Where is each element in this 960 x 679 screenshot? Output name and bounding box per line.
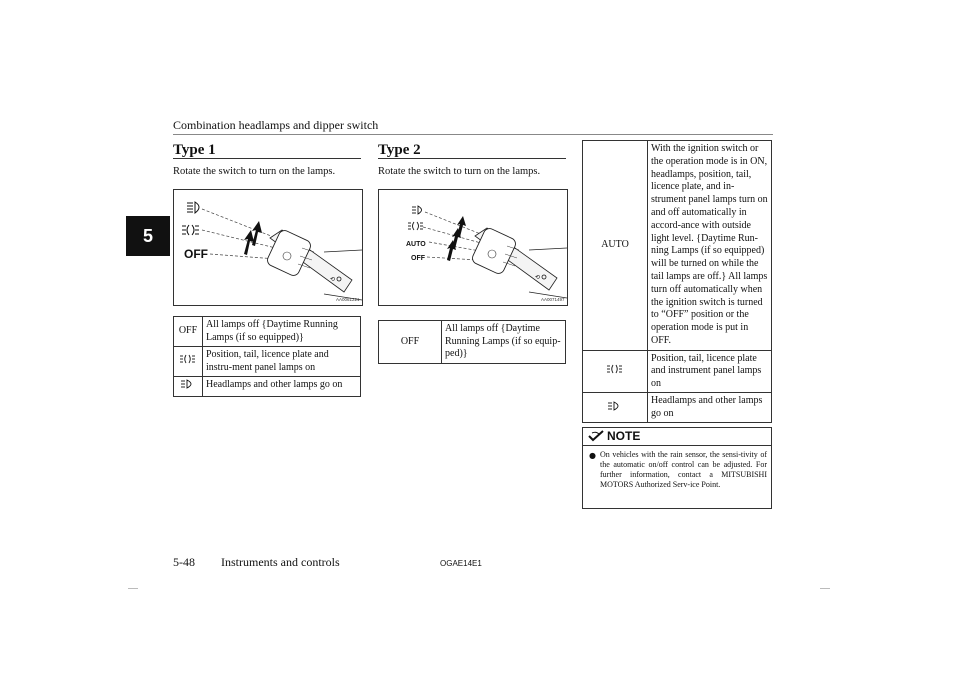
- lamp-description: Headlamps and other lamps go on: [203, 377, 361, 397]
- type1-heading-rule: [173, 158, 361, 159]
- position-lamp-icon: [607, 364, 623, 374]
- table-row: [583, 350, 772, 393]
- type2-lamp-table: [378, 320, 566, 364]
- type1-figure-code: AA0061221: [336, 297, 360, 302]
- position-lamp-icon: [408, 222, 423, 230]
- footer-section-title: Instruments and controls: [221, 555, 340, 569]
- type2-heading: Type 2: [378, 142, 421, 158]
- header-divider: [173, 134, 773, 135]
- type2-lamp-table-continued: [582, 140, 772, 423]
- type2-intro: Rotate the switch to turn on the lamps.: [378, 166, 541, 177]
- switch-position-parking: [583, 350, 648, 393]
- running-header: Combination headlamps and dipper switch: [173, 118, 379, 132]
- type1-intro: Rotate the switch to turn on the lamps.: [173, 166, 336, 177]
- headlamp-icon: [187, 202, 199, 213]
- position-lamp-icon: [180, 354, 196, 364]
- type1-lamp-table: [173, 316, 361, 397]
- table-row: [174, 347, 361, 377]
- switch-position-headlamp: [174, 377, 203, 397]
- type2-auto-label: AUTO: [406, 241, 426, 248]
- type2-figure-code: AA0071497: [541, 297, 565, 302]
- type1-heading: Type 1: [173, 142, 216, 158]
- table-row: [379, 321, 566, 364]
- crop-mark: [128, 588, 138, 589]
- lamp-description: Headlamps and other lamps go on: [648, 393, 772, 423]
- note-body: [583, 446, 771, 496]
- type2-switch-figure: [378, 189, 568, 306]
- lamp-description: With the ignition switch or the operation mode is in ON, headlamps, position, tail, licence plate, and in-strument panel lamps turn on and off automatically in accord-ance with outside light level. {Daytime Run-ning Lamps (if so equipped) will be turned on while the tail lamps are off.} All lamps turn off automatically when the ignition switch is turned to “OFF” position or the operation mode is put in OFF.: [648, 141, 772, 351]
- crop-mark: [820, 588, 830, 589]
- switch-position-parking: [174, 347, 203, 377]
- switch-position-off: OFF: [379, 321, 442, 364]
- svg-text:⟲: ⟲: [330, 276, 336, 283]
- note-header: [583, 428, 771, 446]
- note-label: NOTE: [607, 429, 641, 443]
- type2-heading-rule: [378, 158, 566, 159]
- switch-position-headlamp: [583, 393, 648, 423]
- type1-switch-figure: [173, 189, 363, 306]
- lamp-description: All lamps off {Daytime Running Lamps (if so equip-ped)}: [442, 321, 566, 364]
- svg-text:⟲: ⟲: [535, 274, 541, 281]
- page-number: 5-48: [173, 555, 195, 569]
- position-lamp-icon: [182, 225, 199, 235]
- table-row: [583, 393, 772, 423]
- headlamp-icon: [181, 379, 195, 389]
- bullet-icon: ●: [589, 451, 596, 460]
- note-text: On vehicles with the rain sensor, the sensi-tivity of the automatic on/off control can be adjusted. For further information, contact a MITSUBISHI MOTORS Authorized Serv-ice Point.: [600, 450, 767, 489]
- type2-off-label: OFF: [411, 255, 425, 262]
- rotate-arrow-icon: [252, 221, 262, 246]
- chapter-tab: 5: [126, 216, 170, 256]
- table-row: [174, 377, 361, 397]
- note-box: [582, 427, 772, 509]
- switch-position-off: OFF: [174, 317, 203, 347]
- document-code: OGAE14E1: [440, 559, 482, 568]
- lamp-description: Position, tail, licence plate and instrument panel lamps on: [648, 350, 772, 393]
- switch-position-auto: AUTO: [583, 141, 648, 351]
- rotate-arrow-icon: [457, 216, 466, 237]
- table-row: [174, 317, 361, 347]
- note-check-icon: [588, 430, 604, 442]
- type1-off-label: OFF: [184, 247, 208, 261]
- table-row: [583, 141, 772, 351]
- lamp-description: All lamps off {Daytime Running Lamps (if so equipped)}: [203, 317, 361, 347]
- headlamp-icon: [608, 401, 622, 411]
- lamp-description: Position, tail, licence plate and instru-ment panel lamps on: [203, 347, 361, 377]
- headlamp-icon: [412, 206, 422, 214]
